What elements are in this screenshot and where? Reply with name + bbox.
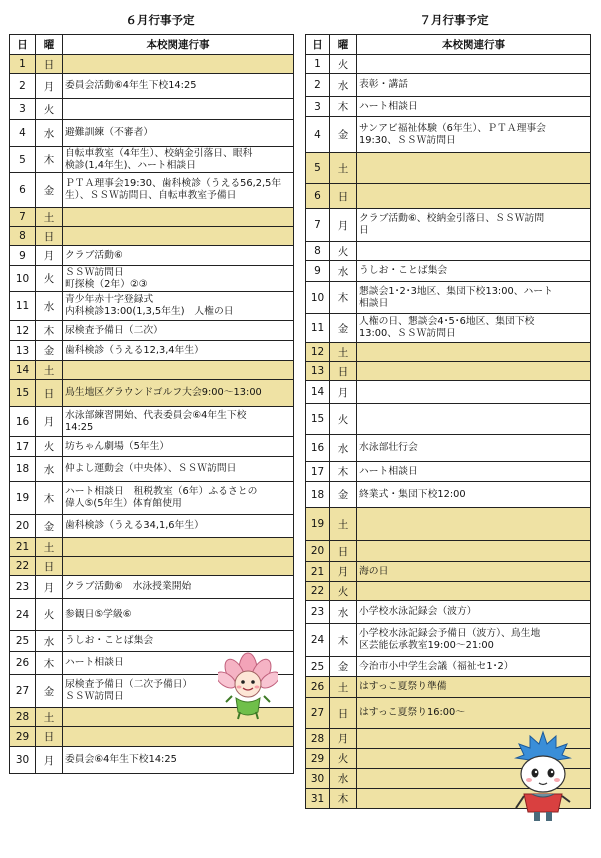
event-cell: 懇談会1･2･3地区、集団下校13:00、ハート 相談日 (357, 282, 591, 314)
day-cell: 19 (306, 508, 330, 541)
event-cell: 海の日 (357, 562, 591, 582)
event-cell: ハート相談日 (357, 97, 591, 117)
day-cell: 17 (10, 437, 36, 457)
event-cell: 歯科検診（うえる12,3,4年生） (63, 341, 294, 361)
day-cell: 19 (10, 482, 36, 515)
weekday-cell: 土 (36, 361, 63, 380)
weekday-cell: 火 (36, 266, 63, 292)
table-row (306, 153, 591, 184)
day-cell: 2 (10, 74, 36, 99)
table-row (10, 727, 294, 747)
weekday-cell: 日 (36, 380, 63, 407)
day-cell: 20 (10, 515, 36, 538)
table-row (306, 381, 591, 404)
weekday-cell: 水 (36, 631, 63, 652)
event-cell (63, 208, 294, 227)
event-cell: 避難訓練（不審者） (63, 120, 294, 147)
weekday-cell: 水 (330, 261, 357, 282)
event-cell (357, 362, 591, 381)
table-row (306, 462, 591, 482)
table-row (10, 120, 294, 147)
event-cell: ＰＴＡ理事会19:30、歯科検診（うえる56,2,5年 生）、ＳＳＷ訪問日、自転車教室予備日 (63, 173, 294, 208)
weekday-cell: 水 (36, 120, 63, 147)
weekday-cell: 日 (330, 698, 357, 729)
table-row (306, 74, 591, 97)
header-dow: 曜 (36, 35, 63, 55)
event-cell: 終業式・集団下校12:00 (357, 482, 591, 508)
weekday-cell: 火 (36, 437, 63, 457)
weekday-cell: 月 (330, 209, 357, 242)
table-row (10, 246, 294, 266)
day-cell: 18 (306, 482, 330, 508)
day-cell: 24 (10, 599, 36, 631)
table-row (10, 515, 294, 538)
table-row (10, 482, 294, 515)
weekday-cell: 日 (36, 227, 63, 246)
weekday-cell: 火 (330, 404, 357, 435)
day-cell: 6 (10, 173, 36, 208)
table-row (10, 99, 294, 120)
event-cell: 表彰・講話 (357, 74, 591, 97)
event-cell (357, 55, 591, 74)
table-header-row (10, 35, 294, 55)
july-schedule-table (305, 34, 591, 809)
table-row (306, 261, 591, 282)
weekday-cell: 月 (36, 246, 63, 266)
weekday-cell: 日 (36, 55, 63, 74)
day-cell: 8 (306, 242, 330, 261)
table-row (10, 341, 294, 361)
day-cell: 22 (10, 557, 36, 576)
day-cell: 2 (306, 74, 330, 97)
day-cell: 5 (306, 153, 330, 184)
table-row (10, 457, 294, 482)
header-day: 日 (306, 35, 330, 55)
event-cell (63, 55, 294, 74)
day-cell: 12 (10, 321, 36, 341)
weekday-cell: 日 (36, 557, 63, 576)
event-cell (63, 227, 294, 246)
event-cell: 水泳部壮行会 (357, 435, 591, 462)
table-row (306, 657, 591, 677)
event-cell: 小学校水泳記録会（波方） (357, 601, 591, 624)
day-cell: 9 (306, 261, 330, 282)
july-title: ７月行事予定 (419, 13, 489, 27)
weekday-cell: 土 (330, 508, 357, 541)
event-cell (357, 508, 591, 541)
event-cell: 鳥生地区グラウンドゴルフ大会9:00～13:00 (63, 380, 294, 407)
weekday-cell: 月 (36, 407, 63, 437)
day-cell: 1 (306, 55, 330, 74)
table-row (306, 55, 591, 74)
day-cell: 18 (10, 457, 36, 482)
weekday-cell: 金 (330, 314, 357, 343)
weekday-cell: 木 (330, 282, 357, 314)
table-row (306, 282, 591, 314)
weekday-cell: 木 (36, 652, 63, 675)
weekday-cell: 土 (330, 153, 357, 184)
day-cell: 31 (306, 789, 330, 809)
weekday-cell: 水 (330, 769, 357, 789)
event-cell (357, 184, 591, 209)
event-cell: ハート相談日 租税教室（6年）ふるさとの 偉人⑤(5年生）体育館使用 (63, 482, 294, 515)
weekday-cell: 火 (36, 99, 63, 120)
table-row (10, 292, 294, 321)
weekday-cell: 土 (36, 708, 63, 727)
event-cell: うしお・ことば集会 (63, 631, 294, 652)
weekday-cell: 日 (330, 184, 357, 209)
event-cell: 歯科検診（うえる34,1,6年生） (63, 515, 294, 538)
table-row (306, 404, 591, 435)
day-cell: 14 (10, 361, 36, 380)
day-cell: 22 (306, 582, 330, 601)
day-cell: 25 (10, 631, 36, 652)
weekday-cell: 土 (36, 208, 63, 227)
weekday-cell: 木 (36, 321, 63, 341)
weekday-cell: 月 (330, 729, 357, 749)
weekday-cell: 水 (330, 435, 357, 462)
event-cell: ハート相談日 (63, 652, 294, 675)
event-cell: 尿検査予備日（二次） (63, 321, 294, 341)
day-cell: 28 (10, 708, 36, 727)
event-cell: 尿検査予備日（二次予備日） ＳＳＷ訪問日 (63, 675, 294, 708)
day-cell: 4 (10, 120, 36, 147)
weekday-cell: 金 (36, 341, 63, 361)
weekday-cell: 金 (330, 117, 357, 153)
weekday-cell: 水 (36, 457, 63, 482)
weekday-cell: 水 (36, 292, 63, 321)
event-cell (357, 404, 591, 435)
table-row (306, 508, 591, 541)
day-cell: 1 (10, 55, 36, 74)
table-row (306, 624, 591, 657)
table-row (10, 407, 294, 437)
table-row (10, 55, 294, 74)
table-row (10, 321, 294, 341)
weekday-cell: 火 (36, 599, 63, 631)
day-cell: 3 (10, 99, 36, 120)
weekday-cell: 水 (330, 74, 357, 97)
table-row (306, 601, 591, 624)
table-row (306, 582, 591, 601)
event-cell (357, 242, 591, 261)
day-cell: 20 (306, 541, 330, 562)
header-day: 日 (10, 35, 36, 55)
event-cell: 今治市小中学生会議（福祉セ1･2） (357, 657, 591, 677)
table-row (306, 362, 591, 381)
event-cell: クラブ活動⑥ (63, 246, 294, 266)
weekday-cell: 木 (330, 462, 357, 482)
day-cell: 16 (10, 407, 36, 437)
table-row (10, 437, 294, 457)
event-cell (357, 541, 591, 562)
header-event: 本校関連行事 (357, 35, 591, 55)
table-row (10, 208, 294, 227)
day-cell: 5 (10, 147, 36, 173)
table-row (306, 698, 591, 729)
event-cell: クラブ活動⑥、校納金引落日、ＳＳＷ訪問 日 (357, 209, 591, 242)
weekday-cell: 火 (330, 55, 357, 74)
table-row (306, 541, 591, 562)
day-cell: 7 (10, 208, 36, 227)
event-cell (63, 99, 294, 120)
weekday-cell: 火 (330, 242, 357, 261)
event-cell: 青少年赤十字登録式 内科検診13:00(1,3,5年生) 人権の日 (63, 292, 294, 321)
day-cell: 24 (306, 624, 330, 657)
event-cell: サンアビ福祉体験（6年生）、ＰＴＡ理事会 19:30、ＳＳＷ訪問日 (357, 117, 591, 153)
table-row (10, 380, 294, 407)
table-row (10, 538, 294, 557)
weekday-cell: 月 (36, 576, 63, 599)
event-cell: 人権の日、懇談会4･5･6地区、集団下校 13:00、ＳＳＷ訪問日 (357, 314, 591, 343)
table-row (10, 147, 294, 173)
weekday-cell: 木 (330, 97, 357, 117)
day-cell: 23 (10, 576, 36, 599)
table-row (306, 343, 591, 362)
weekday-cell: 火 (330, 749, 357, 769)
day-cell: 11 (306, 314, 330, 343)
weekday-cell: 日 (36, 727, 63, 747)
event-cell (63, 361, 294, 380)
day-cell: 26 (306, 677, 330, 698)
day-cell: 4 (306, 117, 330, 153)
day-cell: 7 (306, 209, 330, 242)
header-event: 本校関連行事 (63, 35, 294, 55)
day-cell: 26 (10, 652, 36, 675)
table-row (306, 97, 591, 117)
day-cell: 15 (306, 404, 330, 435)
event-cell (63, 557, 294, 576)
event-cell: 小学校水泳記録会予備日（波方）、鳥生地 区芸能伝承教室19:00～21:00 (357, 624, 591, 657)
table-row (306, 435, 591, 462)
weekday-cell: 土 (36, 538, 63, 557)
table-row (306, 117, 591, 153)
lotus-leaf-mascot-icon (512, 728, 574, 824)
event-cell (357, 381, 591, 404)
day-cell: 6 (306, 184, 330, 209)
day-cell: 9 (10, 246, 36, 266)
weekday-cell: 木 (330, 624, 357, 657)
event-cell: うしお・ことば集会 (357, 261, 591, 282)
day-cell: 16 (306, 435, 330, 462)
day-cell: 27 (306, 698, 330, 729)
weekday-cell: 日 (330, 362, 357, 381)
table-row (306, 242, 591, 261)
day-cell: 15 (10, 380, 36, 407)
event-cell: はすっこ夏祭り準備 (357, 677, 591, 698)
table-header-row (306, 35, 591, 55)
event-cell: 委員会⑥4年生下校14:25 (63, 747, 294, 774)
day-cell: 21 (10, 538, 36, 557)
event-cell: はすっこ夏祭り16:00～ (357, 698, 591, 729)
weekday-cell: 日 (330, 541, 357, 562)
table-row (306, 209, 591, 242)
table-row (10, 557, 294, 576)
table-row (306, 184, 591, 209)
weekday-cell: 火 (330, 582, 357, 601)
weekday-cell: 水 (330, 601, 357, 624)
day-cell: 21 (306, 562, 330, 582)
weekday-cell: 木 (36, 482, 63, 515)
weekday-cell: 金 (330, 657, 357, 677)
event-cell: 自転車教室（4年生）、校納金引落日、眼科 検診(1,4年生)、ハート相談日 (63, 147, 294, 173)
day-cell: 10 (306, 282, 330, 314)
weekday-cell: 木 (330, 789, 357, 809)
table-row (10, 599, 294, 631)
table-row (10, 576, 294, 599)
event-cell: 水泳部練習開始、代表委員会⑥4年生下校 14:25 (63, 407, 294, 437)
event-cell: ＳＳＷ訪問日 町探検（2年）②③ (63, 266, 294, 292)
weekday-cell: 木 (36, 147, 63, 173)
day-cell: 13 (306, 362, 330, 381)
weekday-cell: 金 (36, 675, 63, 708)
weekday-cell: 月 (36, 747, 63, 774)
weekday-cell: 月 (330, 562, 357, 582)
weekday-cell: 金 (36, 515, 63, 538)
lotus-flower-mascot-icon (218, 648, 278, 720)
event-cell: 参観日⑤学級⑥ (63, 599, 294, 631)
day-cell: 30 (306, 769, 330, 789)
weekday-cell: 土 (330, 677, 357, 698)
day-cell: 12 (306, 343, 330, 362)
day-cell: 30 (10, 747, 36, 774)
weekday-cell: 土 (330, 343, 357, 362)
day-cell: 28 (306, 729, 330, 749)
table-row (10, 227, 294, 246)
event-cell (63, 727, 294, 747)
event-cell (357, 343, 591, 362)
header-dow: 曜 (330, 35, 357, 55)
day-cell: 14 (306, 381, 330, 404)
event-cell: 委員会活動⑥4年生下校14:25 (63, 74, 294, 99)
day-cell: 11 (10, 292, 36, 321)
day-cell: 27 (10, 675, 36, 708)
day-cell: 29 (306, 749, 330, 769)
table-row (306, 482, 591, 508)
event-cell (357, 153, 591, 184)
table-row (306, 562, 591, 582)
june-title: ６月行事予定 (125, 13, 195, 27)
weekday-cell: 金 (330, 482, 357, 508)
day-cell: 29 (10, 727, 36, 747)
event-cell: 坊ちゃん劇場（5年生） (63, 437, 294, 457)
day-cell: 3 (306, 97, 330, 117)
day-cell: 25 (306, 657, 330, 677)
day-cell: 10 (10, 266, 36, 292)
weekday-cell: 月 (330, 381, 357, 404)
day-cell: 17 (306, 462, 330, 482)
event-cell: ハート相談日 (357, 462, 591, 482)
table-row (10, 173, 294, 208)
event-cell: 仲よし運動会（中央体）、ＳＳＷ訪問日 (63, 457, 294, 482)
event-cell (357, 582, 591, 601)
table-row (306, 314, 591, 343)
event-cell (63, 538, 294, 557)
event-cell: クラブ活動⑥ 水泳授業開始 (63, 576, 294, 599)
day-cell: 13 (10, 341, 36, 361)
table-row (10, 74, 294, 99)
day-cell: 8 (10, 227, 36, 246)
table-row (306, 677, 591, 698)
table-row (10, 266, 294, 292)
weekday-cell: 月 (36, 74, 63, 99)
table-row (10, 361, 294, 380)
table-row (10, 747, 294, 774)
weekday-cell: 金 (36, 173, 63, 208)
day-cell: 23 (306, 601, 330, 624)
